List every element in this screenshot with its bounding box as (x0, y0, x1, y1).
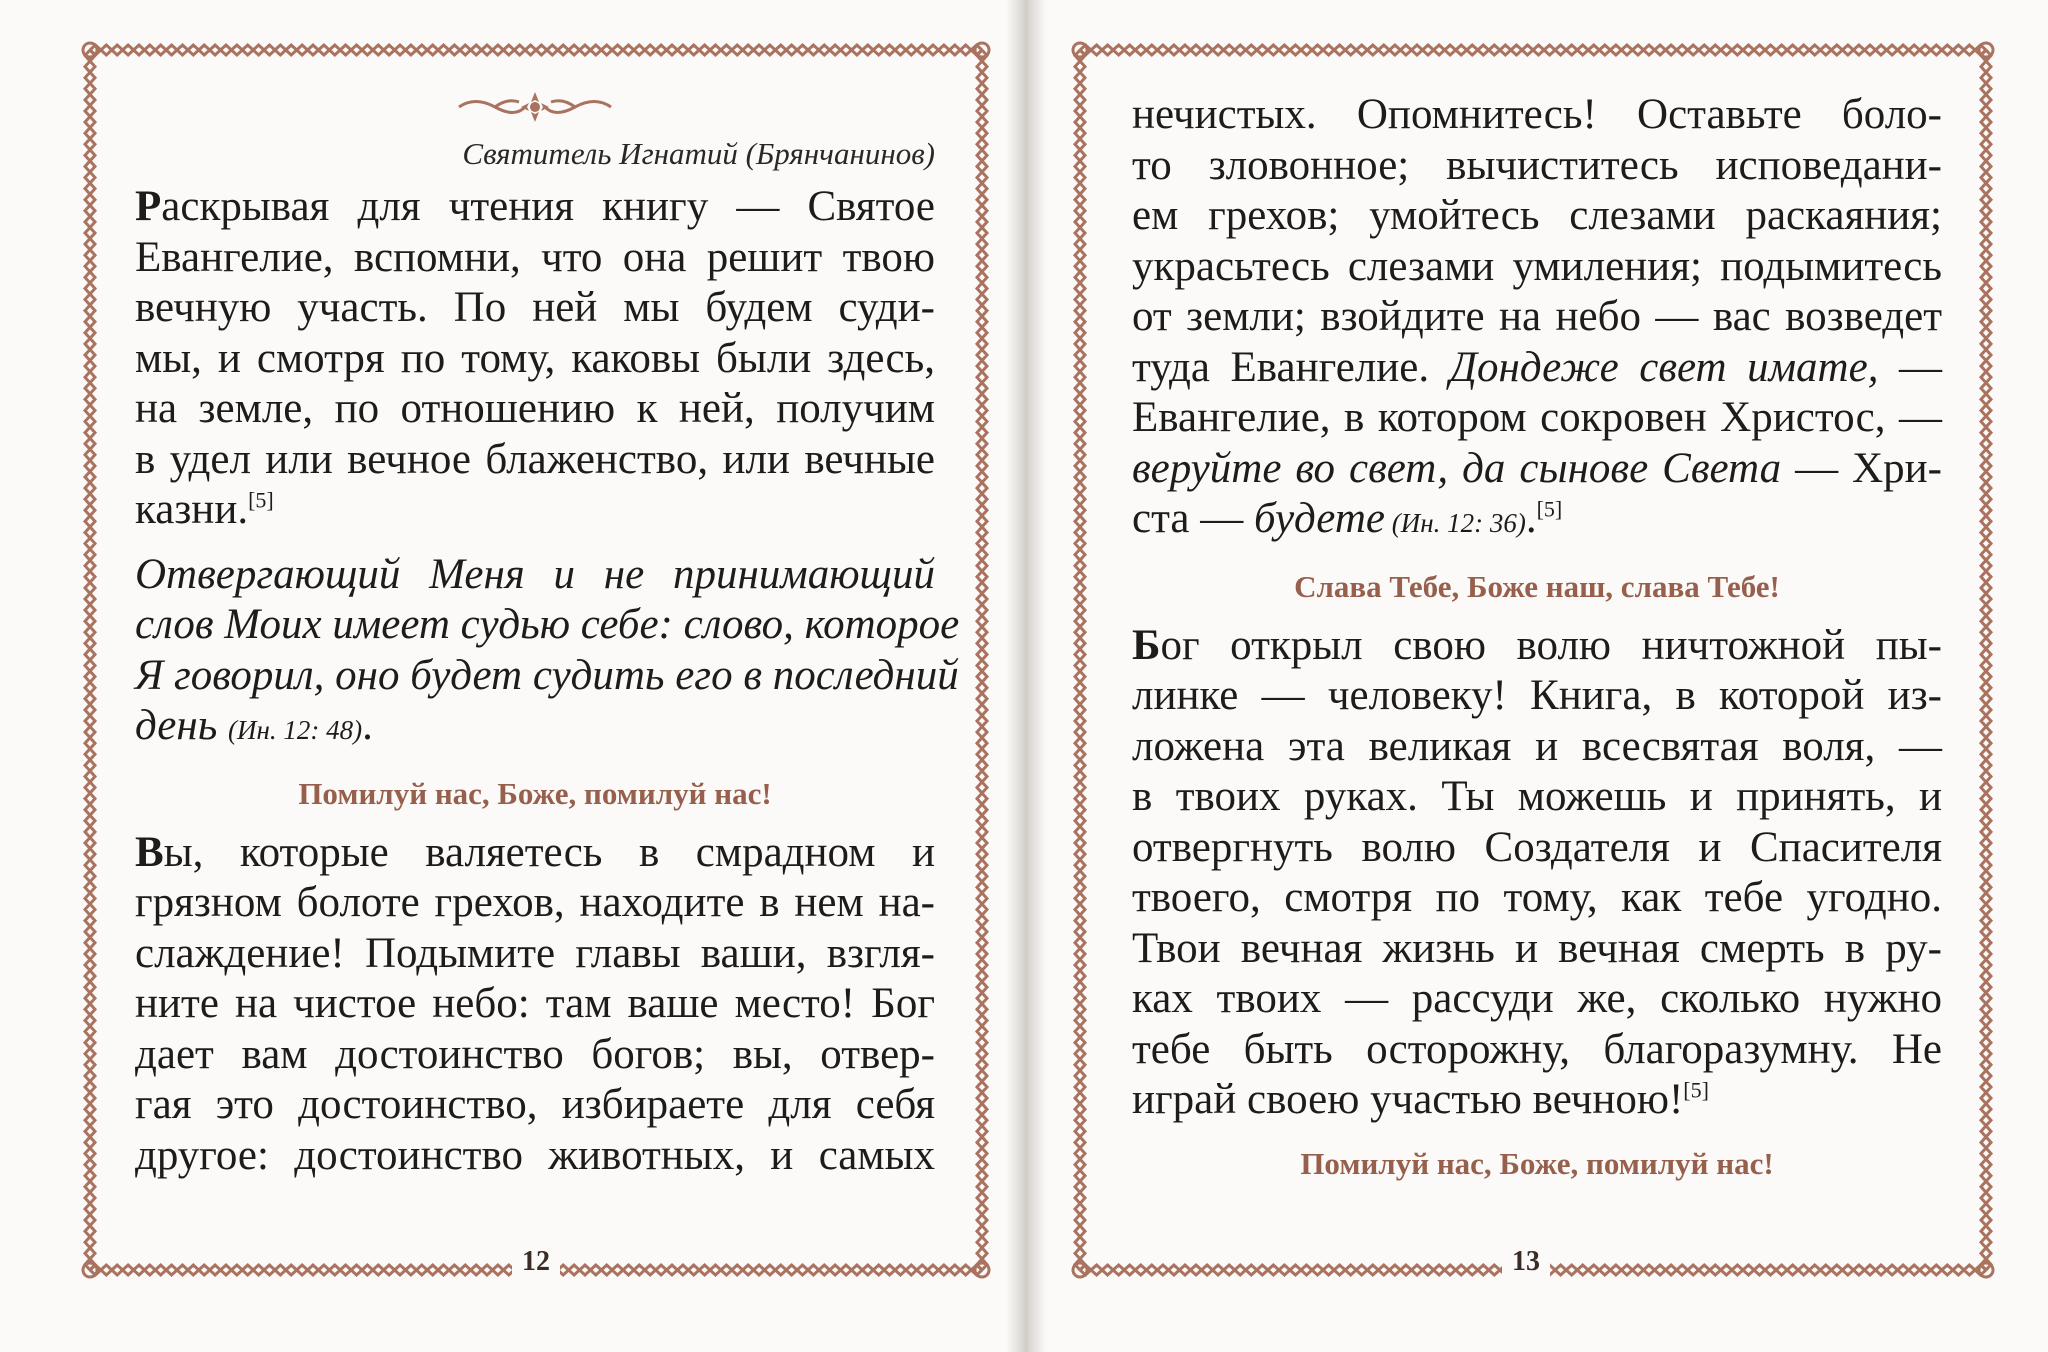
page-number-right: 13 (1502, 1246, 1550, 1278)
paragraph-2 (135, 828, 935, 1182)
text-line: от земли; взойдите на небо — вас возведет (1132, 293, 1942, 340)
line-text: ог открыл свою волю ничтожной пы- (1160, 621, 1942, 669)
acclamation: Слава Тебе, Боже наш, слава Тебе! (1294, 568, 1780, 604)
scripture-reference: (Ин. 12: 48) (228, 715, 363, 745)
paragraph-1 (135, 182, 935, 536)
footnote-marker: [5] (1683, 1077, 1709, 1103)
scripture-quote: веруйте во свет, да сынове Света (1132, 444, 1782, 492)
author-attribution: Святитель Игнатий (Брянчанинов) (462, 136, 935, 171)
text-line: другое: достоинство животных, и самых (135, 1131, 935, 1179)
text-line: отвергнуть волю Создателя и Спасителя (1132, 823, 1942, 871)
line-text: — Хри- (1781, 444, 1943, 492)
text-line: линке — человеку! Книга, в которой из- (1132, 672, 1942, 719)
text-line (1132, 621, 1942, 672)
text-line (135, 182, 935, 233)
text-line: слов Моих имеет судью себе: слово, которое (135, 601, 960, 648)
text-line (1132, 1075, 1942, 1126)
ornament-flourish-icon (455, 90, 615, 124)
text-line: гая это достоинство, избираете для себя (135, 1081, 935, 1128)
text-line: грязном болоте грехов, находите в нем на- (135, 879, 935, 926)
drop-cap: В (135, 828, 164, 876)
text-line: в удел или вечное блаженство, или вечные (135, 435, 935, 483)
text-line: мы, и смотря по тому, каковы были здесь, (135, 334, 935, 382)
text-line: твоего, смотря по тому, как тебе угодно. (1132, 874, 1942, 921)
acclamation: Помилуй нас, Боже, помилуй нас! (298, 775, 772, 811)
line-text: туда Евангелие. (1132, 343, 1450, 391)
text-line: на земле, по отношению к ней, получим (135, 385, 935, 432)
footnote-marker: [5] (1536, 496, 1563, 522)
text-line (1132, 343, 1942, 394)
scripture-quote (135, 550, 960, 756)
scripture-quote: будете (1254, 495, 1385, 542)
drop-cap: Б (1132, 621, 1161, 669)
text-line: тебе быть осторожну, благоразумну. Не (1132, 1025, 1942, 1073)
text-line: Отвергающий Меня и не принимающий (135, 550, 935, 598)
text-line: в твоих руках. Ты можешь и принять, и (1132, 773, 1942, 820)
footnote-marker: [5] (248, 487, 274, 513)
page-number-left: 12 (512, 1246, 560, 1278)
acclamation: Помилуй нас, Боже, помилуй нас! (1300, 1145, 1774, 1181)
text-line: украсьтесь слезами умиления; подымитесь (1132, 242, 1942, 290)
punctuation: . (362, 702, 373, 749)
text-line (135, 485, 935, 536)
text-line: ках твоих — рассуди же, сколько нужно (1132, 975, 1942, 1022)
line-text: казни. (135, 486, 249, 533)
text-line: Евангелие, вспомни, что она решит твою (135, 233, 935, 281)
text-line: Твои вечная жизнь и вечная смерть в ру- (1132, 924, 1942, 972)
line-text: — (1878, 343, 1943, 391)
text-line (1132, 444, 1942, 495)
text-line: Евангелие, в котором сокровен Христос, — (1132, 394, 1942, 441)
left-page-content (135, 90, 960, 1181)
drop-cap: Р (135, 183, 162, 230)
text-line (1132, 494, 1942, 549)
text-line: дает вам достоинство богов; вы, отвер- (135, 1030, 935, 1078)
scripture-reference: (Ин. 12: 36) (1384, 508, 1526, 538)
line-text: ы, которые валяетесь в смрадном и (163, 828, 935, 876)
punctuation: . (1525, 495, 1537, 542)
text-line: вечную участь. По ней мы будем суди- (135, 284, 935, 331)
text-line: ните на чистое небо: там ваше место! Бог (135, 980, 935, 1027)
scripture-quote: Дондеже свет имате, (1449, 343, 1879, 391)
text-line: слаждение! Подымите главы ваши, взгля- (135, 929, 935, 977)
line-text: день (135, 702, 218, 749)
text-line (135, 701, 935, 756)
text-line: то зловонное; вычиститесь исповедани- (1132, 141, 1942, 189)
text-line (135, 828, 935, 879)
book-gutter (1006, 0, 1046, 1352)
text-line: Я говорил, оно будет судить его в последний (135, 651, 959, 699)
paragraph-3 (1132, 621, 1942, 1126)
text-line: нечистых. Опомнитесь! Оставьте боло- (1132, 91, 1942, 138)
line-text: ста — (1132, 495, 1254, 542)
right-page-content (1132, 90, 1942, 1198)
line-text: играй своею участью вечною! (1132, 1076, 1684, 1123)
text-line: ем грехов; умойтесь слезами раскаяния; (1132, 192, 1942, 239)
line-text: аскрывая для чтения книгу — Святое (161, 183, 935, 230)
paragraph-continuation (1132, 90, 1942, 549)
text-line: ложена эта великая и всесвятая воля, — (1132, 722, 1942, 770)
